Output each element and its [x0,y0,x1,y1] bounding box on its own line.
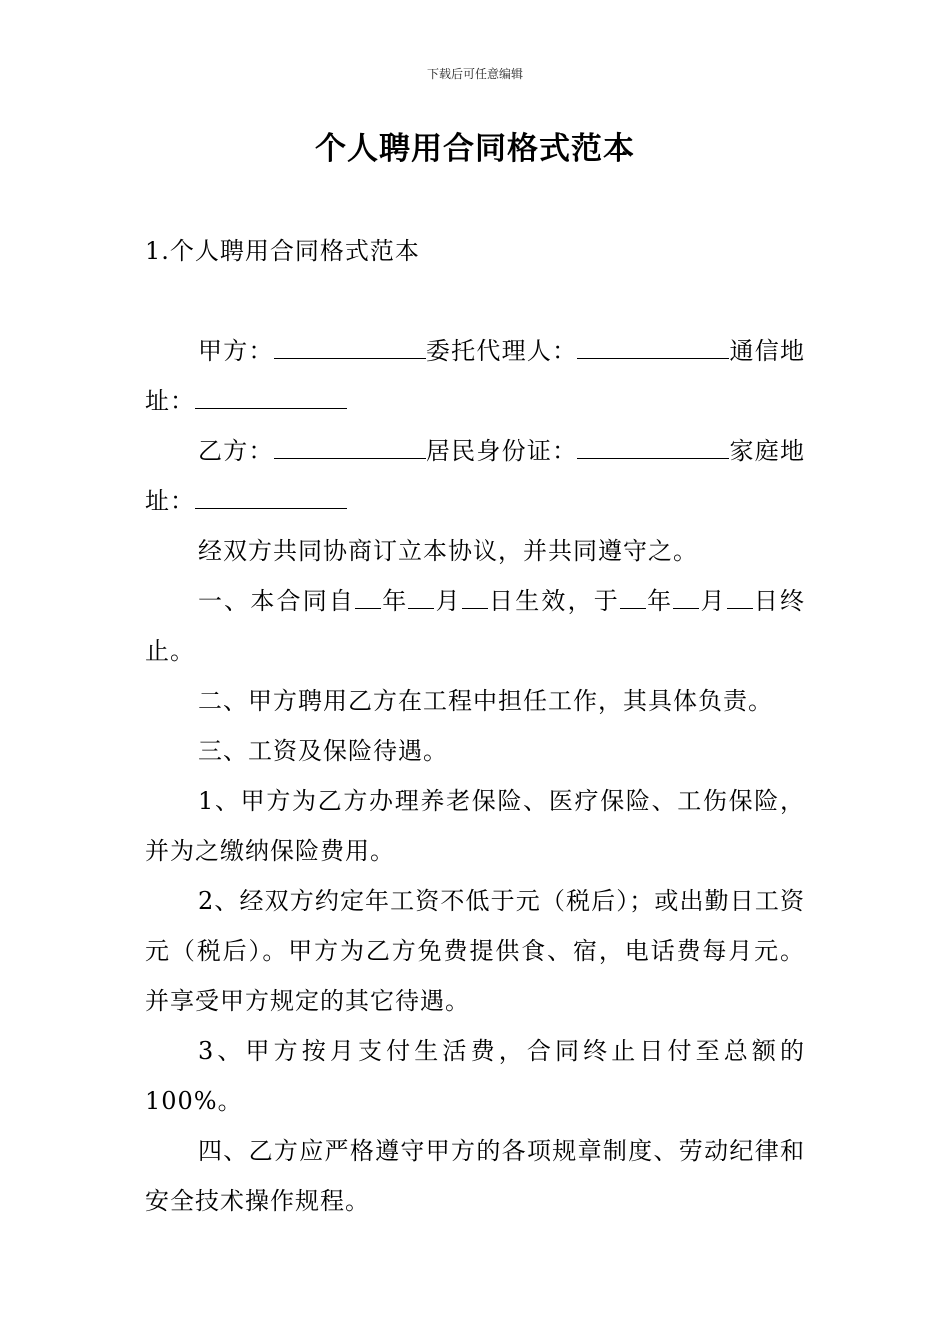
term-end-year-label: 年 [645,587,674,615]
term-year-label: 年 [381,587,409,615]
party-b-id-label: 居民身份证： [425,437,578,465]
start-year-blank [355,582,381,609]
party-a-agent-label: 委托代理人： [425,337,578,365]
party-a-agent-blank [577,332,729,359]
clause-3-2-paragraph: 2、经双方约定年工资不低于元（税后）；或出勤日工资元（税后）。甲方为乙方免费提供食、宿，电话费每月元。并享受甲方规定的其它待遇。 [145,887,805,1015]
term-month-label: 月 [434,587,462,615]
party-b-address-label-cont: 地址： [145,437,806,515]
term-text-start: 一、本合同自 [198,587,356,615]
clause-3-1-paragraph: 1、甲方为乙方办理养老保险、医疗保险、工伤保险，并为之缴纳保险费用。 [145,787,805,865]
clause-2-paragraph: 二、甲方聘用乙方在工程中担任工作，其具体负责。 [198,687,773,715]
party-b-address-label: 家庭 [729,437,781,465]
header-note: 下载后可任意编辑 [426,67,523,81]
term-end-month-label: 月 [699,587,727,615]
party-b-blank [274,432,426,459]
party-a-blank [274,332,426,359]
start-month-blank [408,582,434,609]
term-effective-text: 日生效，于 [487,587,620,615]
end-day-blank [727,582,753,609]
party-b-label: 乙方： [198,437,274,465]
party-a-address-blank [195,382,347,409]
document-title: 个人聘用合同格式范本 [315,131,635,167]
clause-3-paragraph: 三、工资及保险待遇。 [198,737,448,765]
start-day-blank [462,582,488,609]
clause-4-paragraph: 四、乙方应严格遵守甲方的各项规章制度、劳动纪律和安全技术操作规程。 [145,1137,805,1215]
term-paragraph [145,576,805,676]
party-a-address-label-cont: 地址： [145,337,806,415]
party-b-address-blank [195,482,347,509]
contract-body [145,326,805,1226]
end-year-blank [620,582,646,609]
party-a-paragraph [145,326,805,426]
end-month-blank [673,582,699,609]
party-a-address-label: 通信 [729,337,781,365]
clause-3-3-paragraph: 3、甲方按月支付生活费，合同终止日付至总额的100%。 [145,1037,805,1115]
party-a-label: 甲方： [198,337,274,365]
agreement-paragraph: 经双方共同协商订立本协议，并共同遵守之。 [198,537,698,565]
party-b-id-blank [577,432,729,459]
term-end-text: 日终止。 [145,587,806,665]
section-heading: 1.个人聘用合同格式范本 [145,237,420,265]
party-b-paragraph [145,426,805,526]
